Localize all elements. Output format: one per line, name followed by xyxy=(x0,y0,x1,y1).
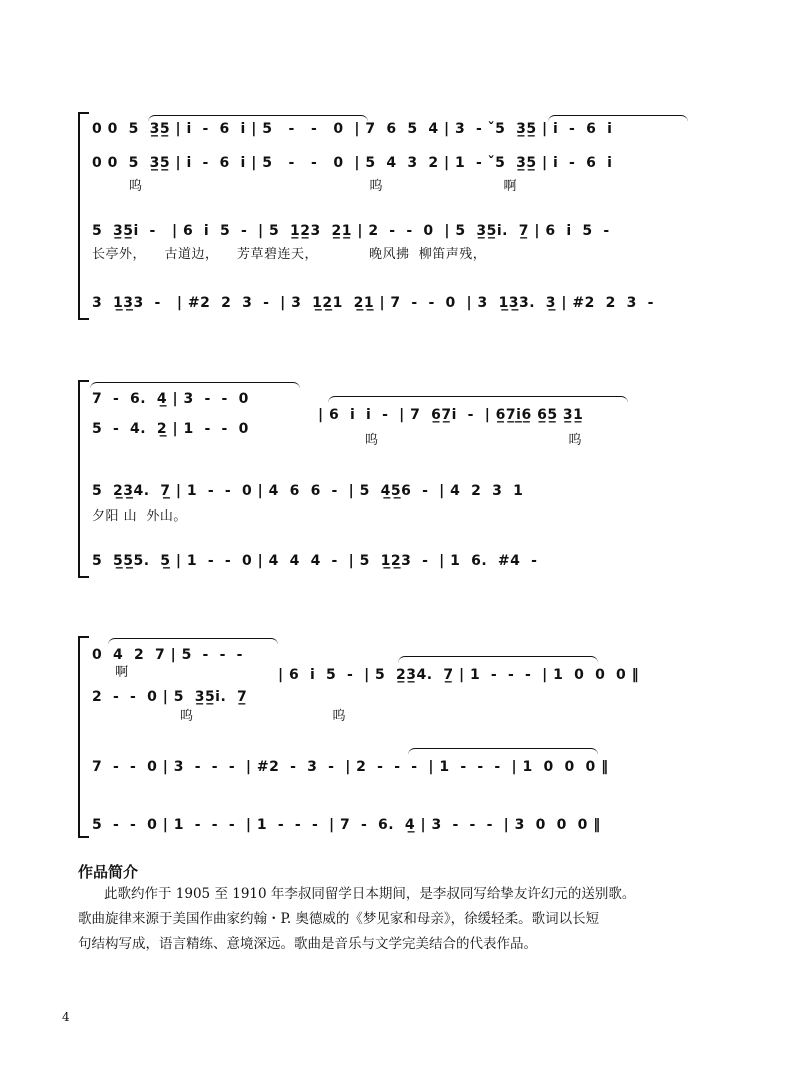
slur xyxy=(548,115,688,122)
tenor-lyric: 夕阳 山 外山。 xyxy=(92,509,187,524)
tenor-line: 5 3̲5̲i - | 6 i 5 - | 5 1̲2̲3 2̲1̲ | 2 - - 0 | 5 3̲5̲i. 7̲ | 6 i 5 - xyxy=(92,223,610,239)
tenor-lyric: 长亭外， 古道边， 芳草碧连天， 晚风拂 柳笛声残， xyxy=(92,247,487,262)
intro-line: 句结构写成，语言精练、意境深远。歌曲是音乐与文学完美结合的代表作品。 xyxy=(78,936,537,952)
melody-lyric: 呜 呜 xyxy=(92,709,346,724)
score-system-3 xyxy=(78,636,698,836)
score-system-2 xyxy=(78,380,698,576)
soprano-line: 0 0 5 3̲5̲ | i - 6 i | 5 - - 0 | 7 6 5 4 | 3 - ˇ5 3̲5̲ | i - 6 i xyxy=(92,121,613,137)
tenor-line: 7 - - 0 | 3 - - - | #2 - 3 - | 2 - - - | 1 - - - | 1 0 0 0 ‖ xyxy=(92,759,609,775)
page-number: 4 xyxy=(62,1010,70,1024)
bass-line: 3 1̲3̲3 - | #2 2 3 - | 3 1̲2̲1 2̲1̲ | 7 - - 0 | 3 1̲3̲3. 3̲ | #2 2 3 - xyxy=(92,295,654,311)
alto-line: 0 0 5 3̲5̲ | i - 6 i | 5 - - 0 | 5 4 3 2 | 1 - ˇ5 3̲5̲ | i - 6 i xyxy=(92,155,613,171)
alto-line: 5 - 4. 2̲ | 1 - - 0 xyxy=(92,421,249,437)
slur xyxy=(408,748,598,755)
slur xyxy=(108,638,278,645)
melody-line: | 6 i i - | 7 6̲7̲i - | 6̲7̲i̲6̲ 6̲5̲ 3̲1̲ xyxy=(318,407,584,423)
melody-line: | 6 i 5 - | 5 2̲3̲4. 7̲ | 1 - - - | 1 0 0 0 ‖ xyxy=(278,667,640,683)
intro-heading: 作品简介 xyxy=(78,863,139,881)
melody-lyric: 呜 呜 xyxy=(328,433,582,448)
slur xyxy=(328,396,628,403)
intro-paragraph xyxy=(78,882,708,957)
soprano-lyric: 啊 xyxy=(92,665,129,680)
tenor-line: 5 2̲3̲4. 7̲ | 1 - - 0 | 4 6 6 - | 5 4̲5̲6 - | 4 2 3 1 xyxy=(92,483,524,499)
score-system-1 xyxy=(78,112,698,318)
system-bracket xyxy=(78,636,89,838)
intro-line: 此歌约作于 1905 至 1910 年李叔同留学日本期间，是李叔同写给挚友许幻元的送别歌。 xyxy=(104,886,636,902)
system-bracket xyxy=(78,112,89,320)
slur xyxy=(398,656,598,663)
soprano-line: 7 - 6. 4̲ | 3 - - 0 xyxy=(92,391,249,407)
soprano-line: 0 4 2 7 | 5 - - - xyxy=(92,647,243,663)
slur xyxy=(148,115,368,122)
intro-line: 歌曲旋律来源于美国作曲家约翰・P. 奥德威的《梦见家和母亲》，徐缓轻柔。歌词以长短 xyxy=(78,911,600,927)
system-bracket xyxy=(78,380,89,578)
alto-line: 2 - - 0 | 5 3̲5̲i. 7̲ xyxy=(92,689,248,705)
bass-line: 5 5̲5̲5. 5̲ | 1 - - 0 | 4 4 4 - | 5 1̲2̲3 - | 1 6. #4 - xyxy=(92,553,538,569)
slur xyxy=(90,382,300,389)
bass-line: 5 - - 0 | 1 - - - | 1 - - - | 7 - 6. 4̲ | 3 - - - | 3 0 0 0 ‖ xyxy=(92,817,601,833)
upper-lyric: 呜 呜 啊 xyxy=(92,179,517,194)
